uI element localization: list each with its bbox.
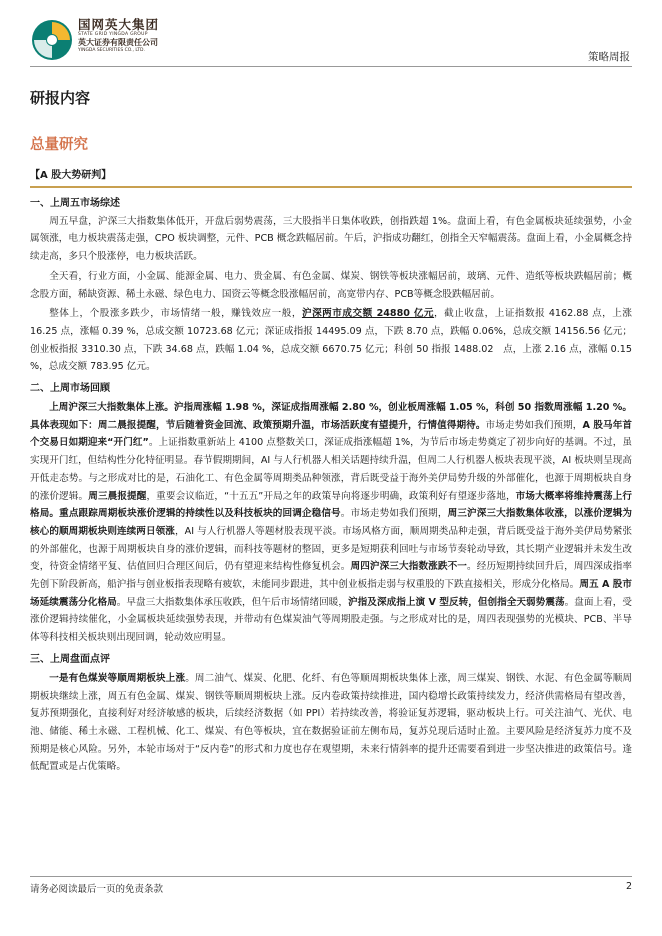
disclaimer-note: 请务必阅读最后一页的免责条款 [30, 884, 164, 895]
bold-span: 周三沪深三大指数集体收涨，以涨价逻辑为核心的顺周期板块则连续两日领涨 [30, 508, 633, 537]
bold-span: 周五 A 股市场延续震荡分化格局 [30, 579, 633, 608]
bold-span: 沪指及深成指上演 V 型反转，但创指全天弱势震荡 [348, 596, 565, 608]
page-number: 2 [625, 881, 632, 892]
text-span: 市场走势如我们预期， [485, 419, 583, 431]
report-body [30, 195, 632, 778]
heading-weekly-review: 二、上周市场回顾 [30, 383, 110, 395]
heading-market-comment: 三、上周盘面点评 [30, 653, 110, 665]
section-title: 研报内容 [30, 89, 91, 107]
company-name-cn: 国网英大集团 [78, 17, 160, 32]
report-type: 策略周报 [588, 51, 630, 63]
bold-span: A 股马年首个交易日如期迎来“开门红” [30, 419, 633, 449]
heading-friday-review: 一、上周五市场综述 [30, 198, 120, 209]
text-span: ，截止收盘，上证指数报 4162.88 点，上涨 16.25 点，涨幅 0.39 %，总成交额 10723.68 亿元；深证成指报 14495.09 点，下跌 8.70 点，跌幅 0.06%，总成交额 14156.56 亿元；创业板指报 3310.30 点，下跌 34.68 点，跌幅 1.04 %，总成交额 6670.75 亿元；科创 50 指报 1488.02 点，上涨 2.16 点，涨幅 0.15 %，总成交额 783.95 亿元。 [30, 308, 632, 373]
text-span: 。市场走势如我们预期， [340, 508, 448, 520]
text-span: ，重要会议临近，“十五五”开局之年的政策导向将逐步明确，政策利好有望逐步落地， [146, 490, 516, 502]
paragraph-full-day: 全天看，行业方面，小金属、能源金属、电力、贵金属、有色金属、煤炭、钢铁等板块涨幅居前，玻璃、元件、造纸等板块跌幅居前；概念股方面，稀缺资源、稀土永磁、绿色电力、国资云等概念股涨幅居前，高宽带内存、PCB等概念股跌幅居前。 [30, 270, 632, 300]
company-name-en: STATE GRID YINGDA GROUP [78, 32, 148, 37]
text-span: 。经历短期持续回升后，周四深成指率先创下阶段新高，船沪指与创业板指表现略有疲软，未能同步跟进，其中创业板指走弱与权重股的下跌直接相关，形成分化格局。 [30, 561, 633, 591]
bold-span: 周三晨报提醒 [88, 490, 147, 502]
topic-divider [30, 186, 632, 188]
securities-name-cn: 英大证券有限责任公司 [78, 38, 158, 47]
sub-title: 总量研究 [30, 137, 88, 153]
header-divider [30, 66, 632, 67]
text-span: 。周二油气、煤炭、化肥、化纤、有色等顺周期板块集体上涨，周三煤炭、钢铁、水泥、有色金属等顺周期板块继续上涨，周五有色金属、煤炭、钢铁等顺周期板块上涨。反内卷政策持续推进，国内稳增长政策持续发力，经济供需格局有望改善，复苏预期强化，直接利好对经济敏感的板块，后续经济数据（如 PPI）若持续改善，将验证复苏逻辑，驱动板块上行。可关注油气、光伏、电池、储能、稀土永磁、工程机械、化工、煤炭、有色等板块，宜在数据验证前左侧布局，复苏兑现后适时止盈。主要风险是经济复苏力度不及预期是核心风险。另外，本轮市场对于“反内卷”的形式和力度也存在观望期，未来行情斜率的提升还需要看到进一步坚决推进的政策信号。逢低配置或是占优策略。 [30, 672, 633, 773]
securities-name-en: YINGDA SECURITIES CO., LTD. [78, 48, 145, 53]
company-logo-icon [30, 18, 74, 62]
topic-tag: 【A 股大势研判】 [30, 170, 112, 181]
paragraph-weekly-review [30, 399, 632, 647]
text-span: 。早盘三大指数集体承压收跌，但午后市场情绪回暖， [116, 596, 349, 608]
bold-span: 上周沪深三大指数集体上涨。沪指周涨幅 1.98 %，深证成指周涨幅 2.80 %，创业板周涨幅 1.05 %，科创 50 指数周涨幅 1.20 %。具体表现如下：周二晨报提醒，节后随着资金回流、政策预期升温，市场活跃度有望提升，行情值得期待。 [30, 402, 633, 431]
text-span: 。盘面上看，受涨价逻辑持续催化，小金属板块延续强势表现，并带动有色煤炭油气等周期股走强。与之形成对比的是，周四表现强势的光模块、PCB、半导体等科技相关板块则出现回调，轮动效应明显。 [30, 596, 633, 644]
bold-span: 市场大概率将维持震荡上行格局。重点跟踪周期板块涨价逻辑的持续性以及科技板块的回调企稳信号 [30, 490, 633, 520]
company-brand [78, 18, 159, 54]
turnover-highlight: 沪深两市成交额 24880 亿元 [301, 308, 435, 320]
text-span: ，AI 与人行机器人等题材股表现平淡。市场风格方面，顺周期类品种走强，背后既受益于海外美伊局势紧张的外部催化，也源于周期板块自身的涨价逻辑，而科技等题材的整固，更多是短期获利回吐与市场节奏轮动导致，其长期产业逻辑并未发生改变，待资金情绪平复、估值回归合理区间后，仍有望迎来结构性修复机会。 [30, 525, 633, 573]
paragraph-overall [30, 305, 632, 376]
paragraph-friday-morning: 周五早盘，沪深三大指数集体低开，开盘后弱势震荡，三大股指半日集体收跌，创指跌超 1%。盘面上看，有色金属板块延续强势，小金属领涨，电力板块震荡走强，CPO 板块调整，元件、PCB 概念跌幅居前。午后，沪指成功翻红，创指全天窄幅震荡。盘面上看，小金属概念持续走高，多只个股涨停，电力板块活跃。 [30, 215, 632, 263]
text-span: 整体上，个股涨多跌少，市场情绪一般，赚钱效应一般， [49, 308, 302, 320]
bold-span: 一是有色煤炭等顺周期板块上涨 [49, 672, 186, 684]
bold-span: 周四沪深三大指数涨跌不一 [350, 561, 468, 573]
text-span: 。上证指数重新站上 4100 点整数关口，深证成指涨幅超 1%，为节后市场走势奠定了初步向好的基调。不过，虽实现开门红，但结构性分化特征明显。春节假期期间，AI 与人行机器人相关话题持续升温，但周二人行机器人板块表现平淡，AI 板块则呈现高开低走态势。与之形成对比的是，石油化工、有色金属等周期类品种领涨，背后既受益于海外美伊局势升级的外部催化，也源于周期板块自身的涨价逻辑。 [30, 437, 632, 502]
paragraph-market-comment [30, 670, 632, 776]
page-header [30, 12, 632, 62]
footer-divider [30, 876, 632, 877]
